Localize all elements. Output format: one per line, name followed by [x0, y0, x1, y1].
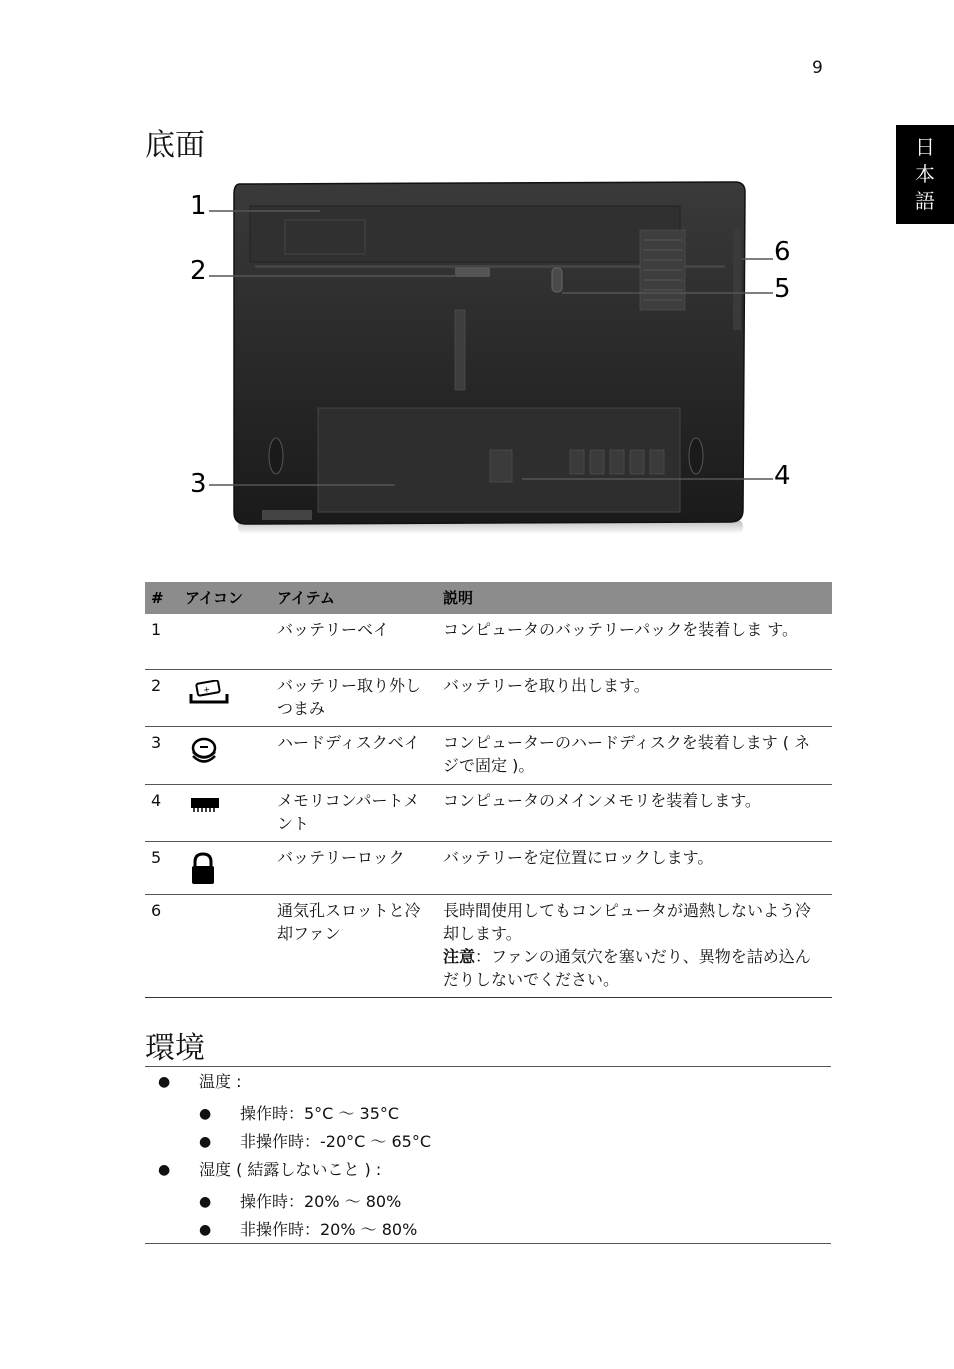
section-title-environment: 環境: [145, 1031, 205, 1066]
page-number: 9: [812, 58, 823, 78]
row-item: 通気孔スロットと冷却ファン: [271, 894, 437, 997]
row-number: 2: [145, 669, 179, 726]
callout-2: 2: [190, 256, 207, 286]
bullet-icon: ●: [199, 1194, 212, 1210]
list-item: [145, 1128, 831, 1156]
table-header-description: 説明: [437, 582, 832, 614]
hard-disk-icon: [189, 737, 219, 767]
temperature-non-operating: 非操作時：-20°C ～ 65°C: [240, 1132, 432, 1151]
bullet-icon: ●: [158, 1162, 171, 1178]
temperature-label: 温度 :: [199, 1072, 242, 1091]
humidity-non-operating: 非操作時：20% ～ 80%: [240, 1220, 418, 1239]
table-header-icon: アイコン: [179, 582, 271, 614]
language-tab-char: 日: [915, 135, 935, 159]
row-description: コンピュータのバッテリーパックを装着しま す。: [437, 614, 832, 669]
bullet-icon: ●: [158, 1074, 171, 1090]
row-number: 4: [145, 784, 179, 841]
table-row: [145, 669, 832, 726]
table-row: [145, 614, 832, 669]
callout-5: 5: [774, 274, 791, 304]
row-note: [443, 945, 826, 991]
language-tab-char: 本: [915, 162, 935, 186]
note-text: ：ファンの通気穴を塞いだり、異物を詰め込んだりしないでください。: [443, 946, 811, 989]
bullet-icon: ●: [199, 1106, 212, 1122]
note-label: 注意: [443, 946, 476, 966]
list-item: [145, 1100, 831, 1128]
table-header-item: アイテム: [271, 582, 437, 614]
humidity-label: 湿度 ( 結露しないこと ) :: [199, 1160, 382, 1179]
humidity-operating: 操作時：20% ～ 80%: [240, 1192, 402, 1211]
bullet-icon: ●: [199, 1134, 212, 1150]
bullet-icon: ●: [199, 1222, 212, 1238]
row-number: 5: [145, 841, 179, 894]
bottom-items-table: [145, 582, 832, 998]
list-item: [145, 1068, 831, 1096]
table-header-number: #: [145, 582, 179, 614]
row-number: 3: [145, 726, 179, 784]
table-row: [145, 726, 832, 784]
table-row: [145, 784, 832, 841]
language-tab: [896, 125, 954, 224]
row-icon-empty: [179, 894, 271, 997]
callout-6: 6: [774, 237, 791, 267]
callout-4: 4: [774, 461, 791, 491]
laptop-bottom-figure: [180, 170, 800, 550]
row-description-text: 長時間使用してもコンピュータが過熱しないよう冷却します。: [443, 900, 812, 943]
laptop-bottom-illustration: [180, 170, 800, 550]
row-item: バッテリーロック: [271, 841, 437, 894]
list-item: [145, 1188, 831, 1216]
svg-text:+: +: [202, 684, 211, 695]
divider: [145, 1243, 831, 1244]
temperature-operating: 操作時：5°C ～ 35°C: [240, 1104, 400, 1123]
callout-3: 3: [190, 469, 207, 499]
row-item: バッテリーベイ: [271, 614, 437, 669]
row-icon-empty: [179, 614, 271, 669]
row-item: ハードディスクベイ: [271, 726, 437, 784]
list-item: [145, 1216, 831, 1244]
callout-1: 1: [190, 191, 207, 221]
row-description: バッテリーを取り出します。: [437, 669, 832, 726]
row-item: メモリコンパートメント: [271, 784, 437, 841]
row-description: [437, 894, 832, 997]
memory-icon: [189, 795, 221, 815]
table-header-row: [145, 582, 832, 614]
list-item: [145, 1156, 831, 1184]
table-row: [145, 894, 832, 997]
row-description: コンピューターのハードディスクを装着します ( ネジで固定 )。: [437, 726, 832, 784]
divider: [145, 1066, 831, 1067]
row-item: バッテリー取り外しつまみ: [271, 669, 437, 726]
row-description: コンピュータのメインメモリを装着します。: [437, 784, 832, 841]
row-number: 1: [145, 614, 179, 669]
row-description: バッテリーを定位置にロックします。: [437, 841, 832, 894]
row-number: 6: [145, 894, 179, 997]
lock-icon: [189, 852, 217, 886]
battery-release-icon: [189, 680, 229, 706]
table-row: [145, 841, 832, 894]
environment-list: [145, 1068, 831, 1244]
section-title-bottom: 底面: [145, 128, 205, 163]
language-tab-char: 語: [915, 189, 935, 213]
